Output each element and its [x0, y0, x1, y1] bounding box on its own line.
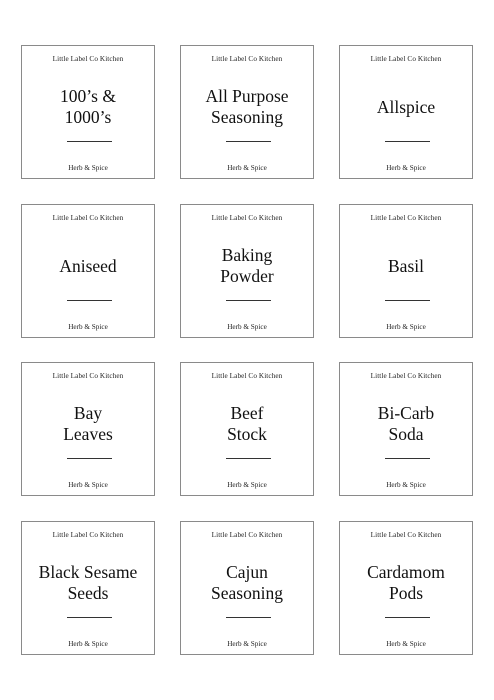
divider-rule — [226, 300, 271, 301]
brand-name: Little Label Co Kitchen — [52, 372, 124, 380]
divider-rule — [226, 458, 271, 459]
brand-name: Little Label Co Kitchen — [52, 531, 124, 539]
brand-name: Little Label Co Kitchen — [211, 531, 283, 539]
brand-name: Little Label Co Kitchen — [370, 531, 442, 539]
brand-name: Little Label Co Kitchen — [370, 55, 442, 63]
brand-name: Little Label Co Kitchen — [52, 214, 124, 222]
spice-name-line: Baking — [221, 245, 273, 265]
category-label: Herb & Spice — [227, 323, 267, 331]
spice-name — [227, 403, 267, 445]
spice-name-line: Powder — [220, 266, 274, 286]
spice-name — [63, 403, 113, 445]
spice-name-line: Aniseed — [59, 255, 117, 276]
spice-name-line: Pods — [388, 583, 424, 603]
spice-name-line: 1000’s — [64, 107, 112, 127]
spice-name-line: Allspice — [376, 96, 436, 117]
spice-name-line: All Purpose — [205, 86, 289, 106]
spice-name — [59, 256, 116, 277]
divider-rule — [385, 458, 430, 459]
brand-name: Little Label Co Kitchen — [211, 55, 283, 63]
category-label: Herb & Spice — [386, 481, 426, 489]
spice-name — [220, 245, 273, 287]
brand-name: Little Label Co Kitchen — [52, 55, 124, 63]
spice-name — [211, 562, 283, 604]
category-label: Herb & Spice — [68, 481, 108, 489]
divider-rule — [67, 141, 112, 142]
spice-label — [21, 521, 155, 655]
category-label: Herb & Spice — [386, 640, 426, 648]
spice-name-line: Soda — [388, 424, 424, 444]
spice-name — [377, 97, 435, 118]
divider-rule — [385, 300, 430, 301]
divider-rule — [226, 617, 271, 618]
divider-rule — [226, 141, 271, 142]
divider-rule — [67, 300, 112, 301]
spice-name — [60, 86, 116, 128]
category-label: Herb & Spice — [68, 164, 108, 172]
spice-label — [21, 362, 155, 496]
spice-name-line: Cardamom — [367, 562, 445, 582]
category-label: Herb & Spice — [227, 640, 267, 648]
spice-name — [378, 403, 434, 445]
category-label: Herb & Spice — [386, 323, 426, 331]
spice-name-line: Cajun — [226, 562, 268, 582]
divider-rule — [67, 617, 112, 618]
brand-name: Little Label Co Kitchen — [211, 214, 283, 222]
spice-label — [339, 204, 473, 338]
spice-name — [205, 86, 288, 128]
spice-name — [388, 256, 424, 277]
spice-label — [339, 362, 473, 496]
spice-name-line: Seasoning — [211, 107, 283, 127]
brand-name: Little Label Co Kitchen — [211, 372, 283, 380]
spice-label — [339, 521, 473, 655]
category-label: Herb & Spice — [386, 164, 426, 172]
category-label: Herb & Spice — [68, 640, 108, 648]
spice-label — [21, 45, 155, 179]
brand-name: Little Label Co Kitchen — [370, 214, 442, 222]
spice-name-line: 100’s & — [60, 86, 116, 106]
spice-label — [180, 521, 314, 655]
spice-label — [180, 362, 314, 496]
divider-rule — [385, 617, 430, 618]
category-label: Herb & Spice — [227, 481, 267, 489]
spice-name-line: Leaves — [63, 424, 113, 444]
spice-name — [39, 562, 138, 604]
spice-label — [180, 204, 314, 338]
spice-label — [339, 45, 473, 179]
spice-name-line: Basil — [388, 255, 424, 276]
spice-name-line: Black Sesame — [38, 562, 138, 582]
spice-label — [21, 204, 155, 338]
brand-name: Little Label Co Kitchen — [370, 372, 442, 380]
spice-name-line: Bay — [73, 403, 103, 423]
spice-name-line: Stock — [227, 424, 267, 444]
divider-rule — [67, 458, 112, 459]
spice-name-line: Bi-Carb — [377, 403, 435, 423]
spice-name-line: Beef — [230, 403, 264, 423]
spice-label — [180, 45, 314, 179]
category-label: Herb & Spice — [68, 323, 108, 331]
divider-rule — [385, 141, 430, 142]
category-label: Herb & Spice — [227, 164, 267, 172]
spice-name-line: Seasoning — [211, 583, 283, 603]
spice-name — [367, 562, 445, 604]
spice-name-line: Seeds — [67, 583, 109, 603]
